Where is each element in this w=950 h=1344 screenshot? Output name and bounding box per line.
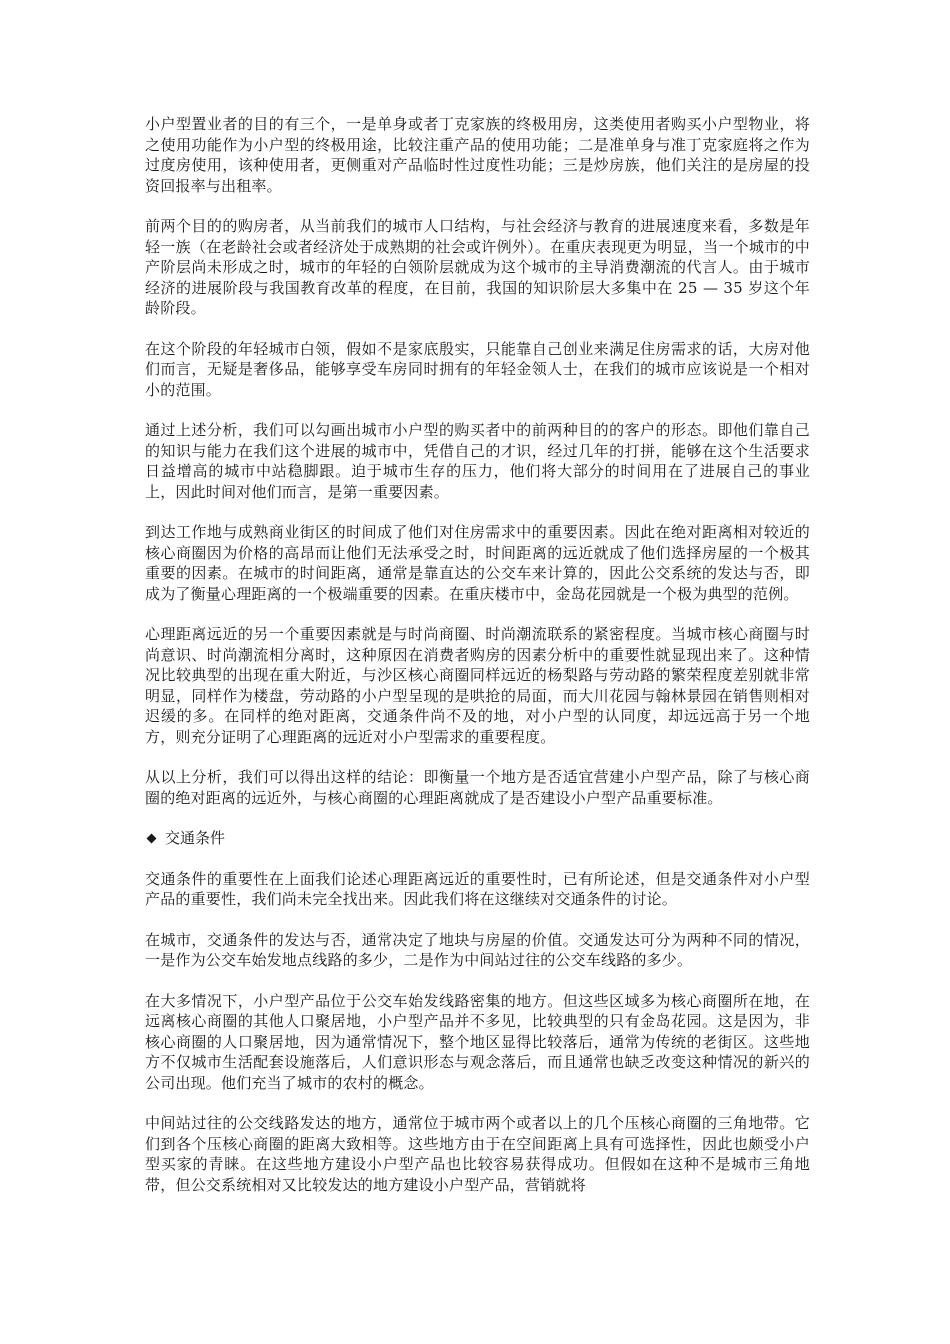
diamond-bullet-icon [147, 833, 157, 843]
paragraph: 在城市，交通条件的发达与否，通常决定了地块与房屋的价值。交通发达可分为两种不同的情况，一是作为公交车始发地点线路的多少，二是作为中间站过往的公交车线路的多少。 [145, 930, 810, 969]
paragraph: 交通条件的重要性在上面我们论述心理距离远近的重要性时，已有所论述，但是交通条件对小户型产品的重要性，我们尚未完全找出来。因此我们将在这继续对交通条件的讨论。 [145, 869, 810, 908]
paragraph: 到达工作地与成熟商业街区的时间成了他们对住房需求中的重要因素。因此在绝对距离相对较近的核心商圈因为价格的高昂而让他们无法承受之时，时间距离的远近就成了他们选择房屋的一个极其重要的因素。在城市的时间距离，通常是靠直达的公交车来计算的，因此公交系统的发达与否，即成为了衡量心理距离的一个极端重要的因素。在重庆楼市中，金岛花园就是一个极为典型的范例。 [145, 523, 810, 603]
section-heading-text: 交通条件 [165, 829, 226, 847]
paragraph: 中间站过往的公交线路发达的地方，通常位于城市两个或者以上的几个压核心商圈的三角地带。它们到各个压核心商圈的距离大致相等。这些地方由于在空间距离上具有可选择性，因此也颇受小户型买家的青睐。在这些地方建设小户型产品也比较容易获得成功。但假如在这种不是城市三角地带，但公交系统相对又比较发达的地方建设小户型产品，营销就将 [145, 1114, 810, 1194]
paragraph: 在大多情况下，小户型产品位于公交车始发线路密集的地方。但这些区域多为核心商圈所在地，在远离核心商圈的其他人口聚居地，小户型产品并不多见，比较典型的只有金岛花园。这是因为，非核心商圈的人口聚居地，因为通常情况下，整个地区显得比较落后，通常为传统的老街区。这些地方不仅城市生活配套设施落后，人们意识形态与观念落后，而且通常也缺乏改变这种情况的新兴的公司出现。他们充当了城市的农村的概念。 [145, 991, 810, 1092]
paragraph: 从以上分析，我们可以得出这样的结论：即衡量一个地方是否适宜营建小户型产品，除了与核心商圈的绝对距离的远近外，与核心商圈的心理距离就成了是否建设小户型产品重要标准。 [145, 768, 810, 807]
paragraph: 在这个阶段的年轻城市白领，假如不是家底殷实，只能靠自己创业来满足住房需求的话，大房对他们而言，无疑是奢侈品，能够享受车房同时拥有的年轻金领人士，在我们的城市应该说是一个相对小的范围。 [145, 339, 810, 399]
section-heading [145, 828, 810, 849]
document-page [145, 114, 810, 1215]
paragraph: 前两个目的的购房者，从当前我们的城市人口结构，与社会经济与教育的进展速度来看，多数是年轻一族（在老龄社会或者经济处于成熟期的社会或许例外）。在重庆表现更为明显，当一个城市的中产阶层尚未形成之时，城市的年轻的白领阶层就成为这个城市的主导消费潮流的代言人。由于城市经济的进展阶段与我国教育改革的程度，在目前，我国的知识阶层大多集中在 25 — 35 岁这个年龄阶段。 [145, 217, 810, 317]
paragraph: 心理距离远近的另一个重要因素就是与时尚商圈、时尚潮流联系的紧密程度。当城市核心商圈与时尚意识、时尚潮流相分离时，这种原因在消费者购房的因素分析中的重要性就显现出来了。这种情况比较典型的出现在重大附近，与沙区核心商圈同样远近的杨梨路与劳动路的繁荣程度差别就非常明显，同样作为楼盘，劳动路的小户型呈现的是哄抢的局面，而大川花园与翰林景园在销售则相对迟缓的多。在同样的绝对距离，交通条件尚不及的地，对小户型的认同度，却远远高于另一个地方，则充分证明了心理距离的远近对小户型需求的重要程度。 [145, 625, 810, 746]
paragraph: 通过上述分析，我们可以勾画出城市小户型的购买者中的前两种目的的客户的形态。即他们靠自己的知识与能力在我们这个进展的城市中，凭借自己的才识，经过几年的打拼，能够在这个生活要求日益增高的城市中站稳脚跟。迫于城市生存的压力，他们将大部分的时间用在了进展自己的事业上，因此时间对他们而言，是第一重要因素。 [145, 421, 810, 501]
paragraph: 小户型置业者的目的有三个，一是单身或者丁克家族的终极用房，这类使用者购买小户型物业，将之使用功能作为小户型的终极用途，比较注重产品的使用功能；二是准单身与准丁克家庭将之作为过度房使用，该种使用者，更侧重对产品临时性过度性功能；三是炒房族，他们关注的是房屋的投资回报率与出租率。 [145, 115, 810, 195]
